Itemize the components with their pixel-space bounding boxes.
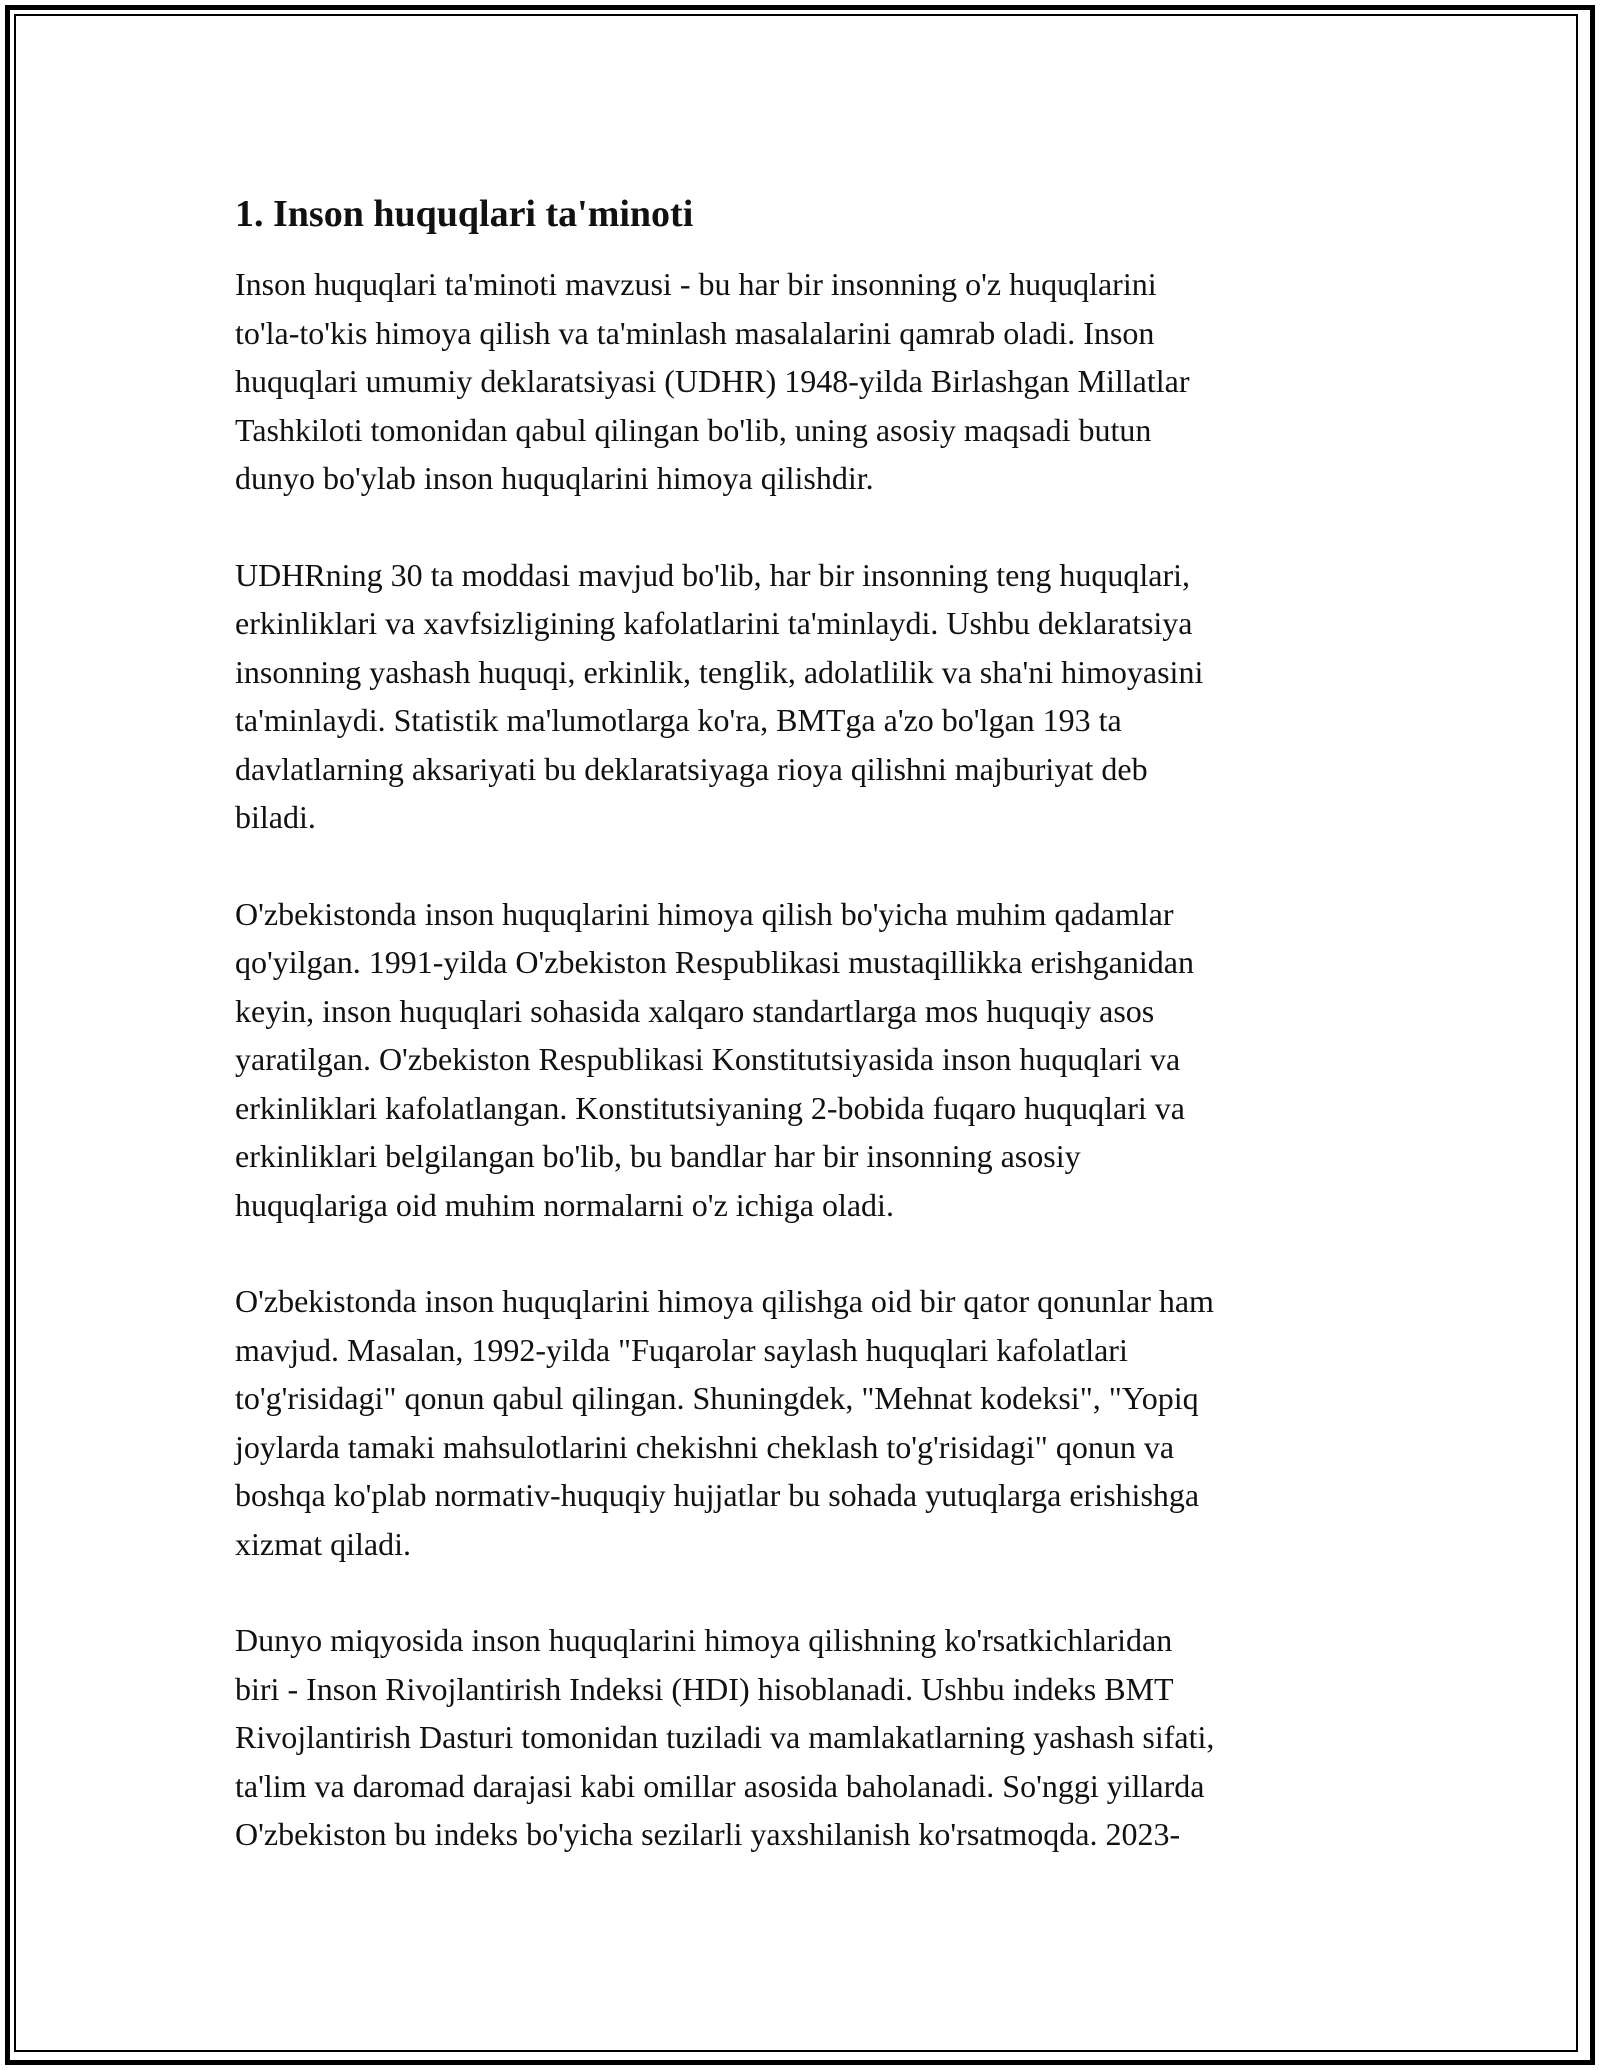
paragraph-2: UDHRning 30 ta moddasi mavjud bo'lib, har bir insonning teng huquqlari, erkinliklari va xavfsizligining kafolatlarini ta'minlaydi. Ushbu deklaratsiya insonning yashash huquqi, erkinlik, tenglik, adolatlilik va sha'ni himoyasini ta'minlaydi. Statistik ma'lumotlarga ko'ra, BMTga a'zo bo'lgan 193 ta davlatlarning aksariyati bu deklaratsiyaga rioya qilishni majburiyat deb biladi. bbox=[235, 556, 1204, 835]
document-content bbox=[235, 190, 1365, 1859]
paragraph-5: Dunyo miqyosida inson huquqlarini himoya qilishning ko'rsatkichlaridan biri - Inson Rivojlantirish Indeksi (HDI) hisoblanadi. Ushbu indeks BMT Rivojlantirish Dasturi tomonidan tuziladi va mamlakatlarning yashash sifati, ta'lim va daromad darajasi kabi omillar asosida baholanadi. So'nggi yillarda O'zbekiston bu indeks bo'yicha sezilarli yaxshilanish ko'rsatmoqda. 2023- bbox=[235, 1622, 1215, 1852]
paragraph-3: O'zbekistonda inson huquqlarini himoya qilish bo'yicha muhim qadamlar qo'yilgan. 1991-yilda O'zbekiston Respublikasi mustaqillikka erishganidan keyin, inson huquqlari sohasida xalqaro standartlarga mos huquqiy asos yaratilgan. O'zbekiston Respublikasi Konstitutsiyasida inson huquqlari va erkinliklari kafolatlangan. Konstitutsiyaning 2-bobida fuqaro huquqlari va erkinliklari belgilangan bo'lib, bu bandlar har bir insonning asosiy huquqlariga oid muhim normalarni o'z ichiga oladi. bbox=[235, 895, 1194, 1223]
paragraph-4: O'zbekistonda inson huquqlarini himoya qilishga oid bir qator qonunlar ham mavjud. Masalan, 1992-yilda "Fuqarolar saylash huquqlari kafolatlari to'g'risidagi" qonun qabul qilingan. Shuningdek, "Mehnat kodeksi", "Yopiq joylarda tamaki mahsulotlarini chekishni cheklash to'g'risidagi" qonun va boshqa ko'plab normativ-huquqiy hujjatlar bu sohada yutuqlarga erishishga xizmat qiladi. bbox=[235, 1283, 1214, 1562]
section-heading: 1. Inson huquqlari ta'minoti bbox=[235, 193, 694, 235]
paragraph-1: Inson huquqlari ta'minoti mavzusi - bu har bir insonning o'z huquqlarini to'la-to'kis himoya qilish va ta'minlash masalalarini qamrab oladi. Inson huquqlari umumiy deklaratsiyasi (UDHR) 1948-yilda Birlashgan Millatlar Tashkiloti tomonidan qabul qilingan bo'lib, uning asosiy maqsadi butun dunyo bo'ylab inson huquqlarini himoya qilishdir. bbox=[235, 266, 1190, 496]
